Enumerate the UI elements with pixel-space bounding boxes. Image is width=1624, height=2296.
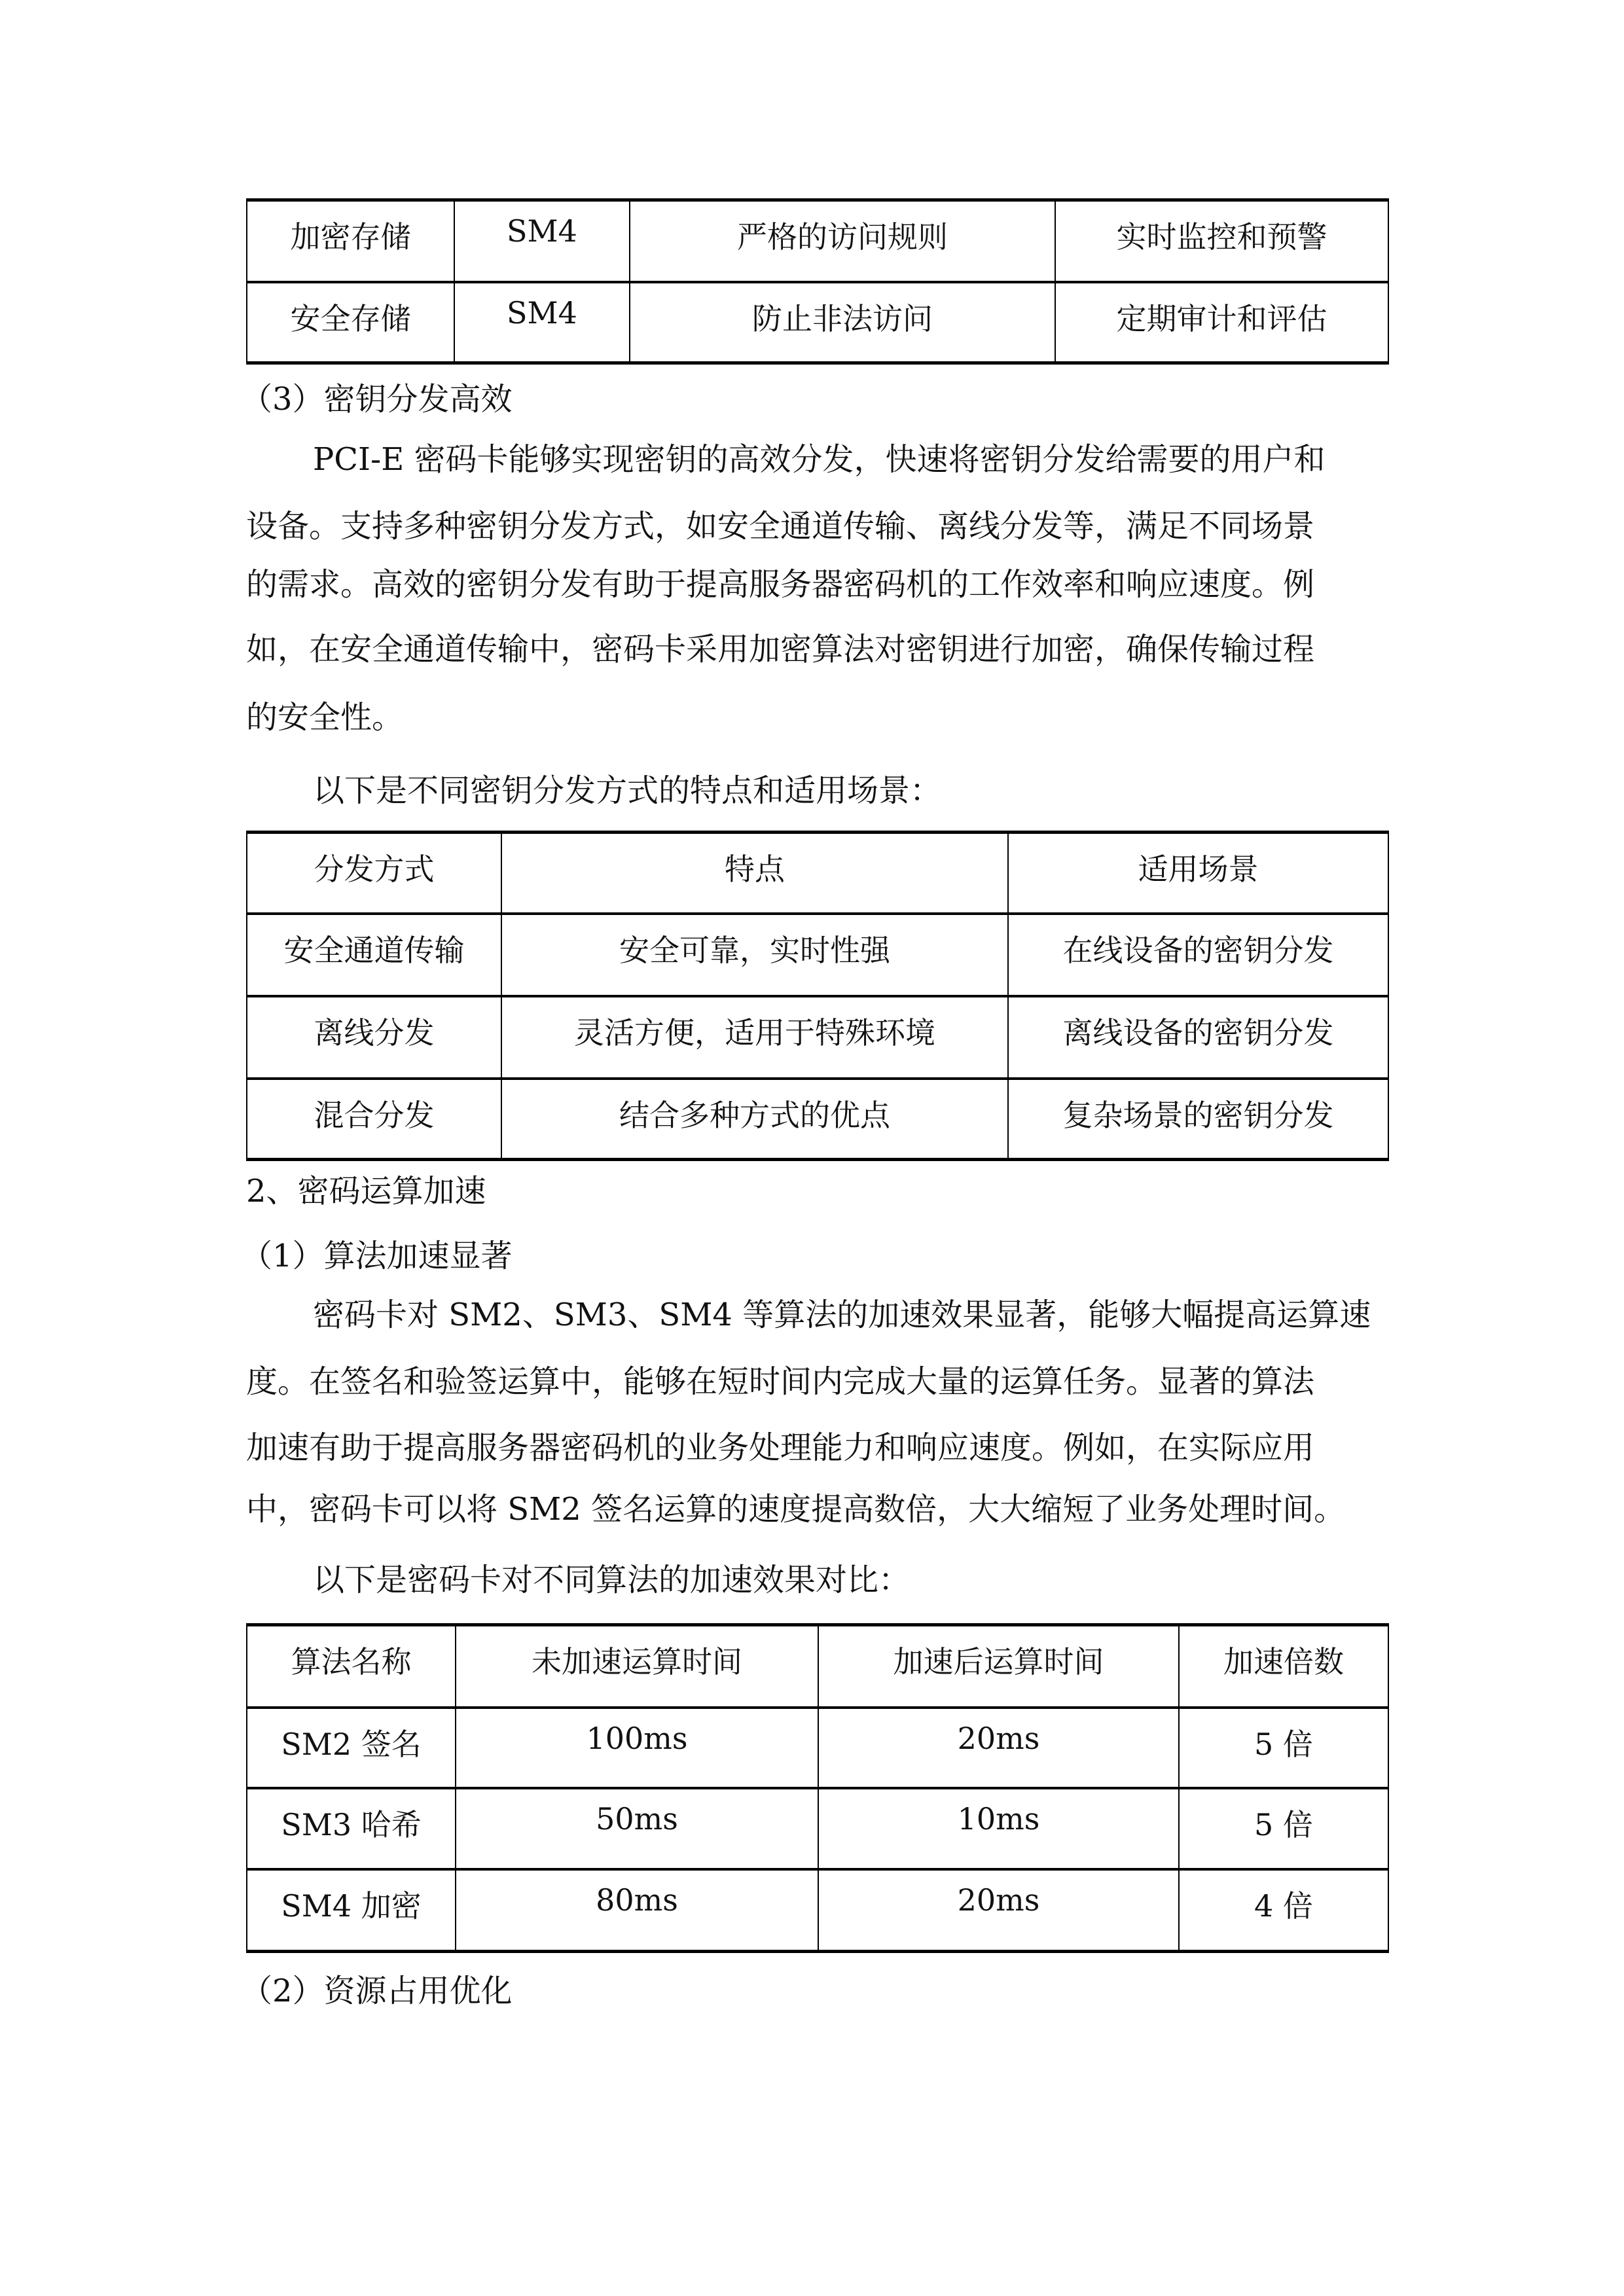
section-heading: （3）密钥分发高效 — [241, 381, 513, 418]
table-cell: SM4 — [454, 282, 630, 363]
table-row — [247, 914, 1388, 996]
paragraph-line: PCI-E 密码卡能够实现密钥的高效分发，快速将密钥分发给需要的用户和 — [313, 441, 1326, 478]
column-header: 算法名称 — [247, 1625, 456, 1708]
table-intro: 以下是不同密钥分发方式的特点和适用场景： — [313, 772, 942, 809]
table-header-row — [247, 1625, 1388, 1708]
storage-table — [246, 198, 1389, 365]
acceleration-table — [246, 1623, 1389, 1953]
table-row — [247, 996, 1388, 1079]
table-cell: 结合多种方式的优点 — [501, 1079, 1008, 1160]
table-cell: 安全可靠，实时性强 — [501, 914, 1008, 996]
table-cell: 5 倍 — [1179, 1788, 1388, 1869]
table-cell: SM4 加密 — [247, 1869, 456, 1952]
paragraph-line: 如，在安全通道传输中，密码卡采用加密算法对密钥进行加密，确保传输过程 — [246, 631, 1315, 668]
paragraph-line: 设备。支持多种密钥分发方式，如安全通道传输、离线分发等，满足不同场景 — [246, 508, 1315, 545]
column-header: 加速倍数 — [1179, 1625, 1388, 1708]
table-cell: SM4 — [454, 200, 630, 282]
column-header: 未加速运算时间 — [456, 1625, 818, 1708]
table-cell: 混合分发 — [247, 1079, 501, 1160]
subsection-heading: （2）资源占用优化 — [241, 1973, 513, 2009]
table-cell: 定期审计和评估 — [1055, 282, 1388, 363]
table-cell: 离线设备的密钥分发 — [1008, 996, 1388, 1079]
table-intro: 以下是密码卡对不同算法的加速效果对比： — [313, 1562, 911, 1598]
table-cell: 80ms — [456, 1869, 818, 1952]
table-row — [247, 1869, 1388, 1952]
paragraph-line: 度。在签名和验签运算中，能够在短时间内完成大量的运算任务。显著的算法 — [246, 1363, 1315, 1400]
table-cell: 加密存储 — [247, 200, 454, 282]
table-cell: 100ms — [456, 1708, 818, 1788]
table-cell: 20ms — [818, 1708, 1179, 1788]
distribution-table — [246, 831, 1389, 1161]
table-row — [247, 1708, 1388, 1788]
table-cell: 防止非法访问 — [630, 282, 1055, 363]
table-cell: 20ms — [818, 1869, 1179, 1952]
table-cell: 复杂场景的密钥分发 — [1008, 1079, 1388, 1160]
table-cell: 安全通道传输 — [247, 914, 501, 996]
table-cell: 10ms — [818, 1788, 1179, 1869]
paragraph-line: 加速有助于提高服务器密码机的业务处理能力和响应速度。例如，在实际应用 — [246, 1429, 1315, 1466]
column-header: 适用场景 — [1008, 833, 1388, 914]
table-cell: SM2 签名 — [247, 1708, 456, 1788]
section-heading: 2、密码运算加速 — [246, 1173, 486, 1210]
table-cell: 4 倍 — [1179, 1869, 1388, 1952]
table-cell: 5 倍 — [1179, 1708, 1388, 1788]
paragraph-line: 密码卡对 SM2、SM3、SM4 等算法的加速效果显著，能够大幅提高运算速 — [313, 1297, 1371, 1333]
table-cell: SM3 哈希 — [247, 1788, 456, 1869]
table-cell: 在线设备的密钥分发 — [1008, 914, 1388, 996]
table-cell: 实时监控和预警 — [1055, 200, 1388, 282]
table-cell: 灵活方便，适用于特殊环境 — [501, 996, 1008, 1079]
table-cell: 50ms — [456, 1788, 818, 1869]
table-row — [247, 1788, 1388, 1869]
subsection-heading: （1）算法加速显著 — [241, 1238, 513, 1274]
table-header-row — [247, 833, 1388, 914]
paragraph-line: 中，密码卡可以将 SM2 签名运算的速度提高数倍，大大缩短了业务处理时间。 — [246, 1491, 1346, 1528]
paragraph-line: 的需求。高效的密钥分发有助于提高服务器密码机的工作效率和响应速度。例 — [246, 566, 1315, 603]
table-cell: 离线分发 — [247, 996, 501, 1079]
paragraph-line: 的安全性。 — [246, 699, 404, 736]
table-row — [247, 200, 1388, 282]
column-header: 特点 — [501, 833, 1008, 914]
table-row — [247, 282, 1388, 363]
table-cell: 安全存储 — [247, 282, 454, 363]
table-row — [247, 1079, 1388, 1160]
column-header: 分发方式 — [247, 833, 501, 914]
column-header: 加速后运算时间 — [818, 1625, 1179, 1708]
table-cell: 严格的访问规则 — [630, 200, 1055, 282]
